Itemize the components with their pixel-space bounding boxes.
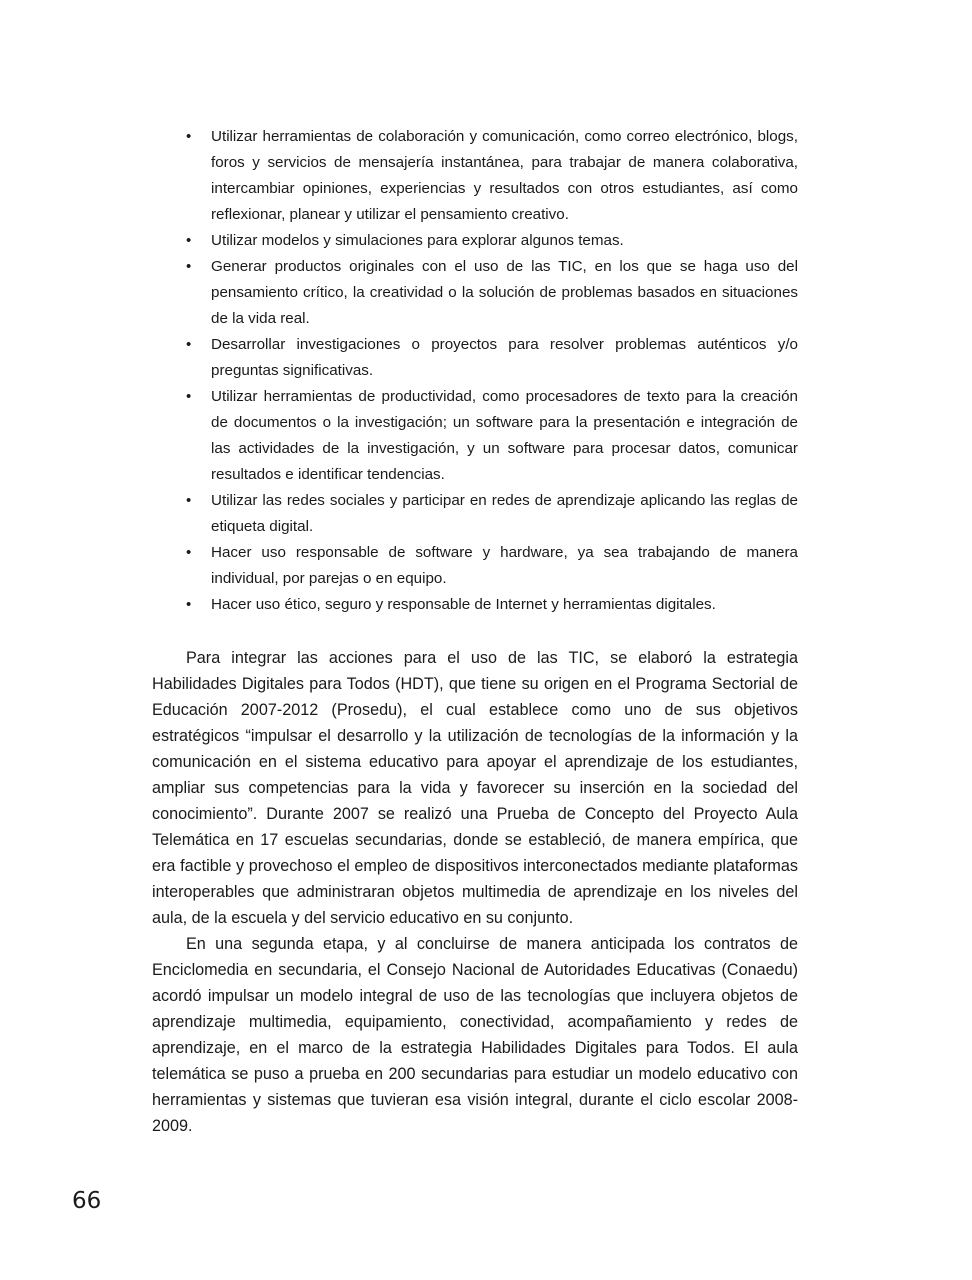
- list-item-text: Desarrollar investigaciones o proyectos para resolver problemas auténticos y/o preguntas significativas.: [211, 336, 798, 379]
- list-item: [186, 228, 798, 254]
- list-item: [186, 384, 798, 488]
- list-item: [186, 488, 798, 540]
- bullet-icon: •: [186, 258, 192, 275]
- list-item: [186, 332, 798, 384]
- bullet-list: [186, 124, 798, 618]
- list-item: [186, 592, 798, 618]
- paragraph: Para integrar las acciones para el uso de las TIC, se elaboró la estrategia Habilidades Digitales para Todos (HDT), que tiene su origen en el Programa Sectorial de Educación 2007-2012 (Prosedu), el cual establece como uno de sus objetivos estratégicos “impulsar el desarrollo y la utilización de tecnologías de la información y la comunicación en el sistema educativo para apoyar el aprendizaje de los estudiantes, ampliar sus competencias para la vida y favorecer su inserción en la sociedad del conocimiento”. Durante 2007 se realizó una Prueba de Concepto del Proyecto Aula Telemática en 17 escuelas secundarias, donde se estableció, de manera empírica, que era factible y provechoso el empleo de dispositivos interconectados mediante plataformas interoperables que administraran objetos multimedia de aprendizaje en los niveles del aula, de la escuela y del servicio educativo en su conjunto.: [152, 649, 798, 927]
- list-item-text: Utilizar las redes sociales y participar en redes de aprendizaje aplicando las reglas de etiqueta digital.: [211, 492, 798, 535]
- list-item-text: Utilizar herramientas de colaboración y comunicación, como correo electrónico, blogs, foros y servicios de mensajería instantánea, para trabajar de manera colaborativa, intercambiar opiniones, experiencias y resultados con otros estudiantes, así como reflexionar, planear y utilizar el pensamiento creativo.: [211, 128, 798, 223]
- bullet-icon: •: [186, 388, 192, 405]
- list-item: [186, 540, 798, 592]
- bullet-icon: •: [186, 596, 192, 613]
- list-item: [186, 124, 798, 228]
- list-item-text: Utilizar modelos y simulaciones para explorar algunos temas.: [211, 232, 624, 249]
- paragraph: En una segunda etapa, y al concluirse de manera anticipada los contratos de Enciclomedia en secundaria, el Consejo Nacional de Autoridades Educativas (Conaedu) acordó impulsar un modelo integral de uso de las tecnologías que incluyera objetos de aprendizaje multimedia, equipamiento, conectividad, acompañamiento y redes de aprendizaje, en el marco de la estrategia Habilidades Digitales para Todos. El aula telemática se puso a prueba en 200 secundarias para estudiar un modelo educativo con herramientas y sistemas que tuvieran esa visión integral, durante el ciclo escolar 2008-2009.: [152, 935, 798, 1135]
- bullet-icon: •: [186, 128, 192, 145]
- bullet-icon: •: [186, 544, 192, 561]
- list-item-text: Hacer uso ético, seguro y responsable de Internet y herramientas digitales.: [211, 596, 716, 613]
- list-item-text: Utilizar herramientas de productividad, como procesadores de texto para la creación de documentos o la investigación; un software para la presentación e integración de las actividades de la investigación, y un software para procesar datos, comunicar resultados e identificar tendencias.: [211, 388, 798, 483]
- page-number: 66: [72, 1188, 102, 1214]
- list-item-text: Hacer uso responsable de software y hardware, ya sea trabajando de manera individual, por parejas o en equipo.: [211, 544, 798, 587]
- bullet-icon: •: [186, 232, 192, 249]
- list-item-text: Generar productos originales con el uso de las TIC, en los que se haga uso del pensamiento crítico, la creatividad o la solución de problemas basados en situaciones de la vida real.: [211, 258, 798, 327]
- bullet-icon: •: [186, 492, 192, 509]
- bullet-icon: •: [186, 336, 192, 353]
- list-item: [186, 254, 798, 332]
- body-text: [152, 645, 798, 1139]
